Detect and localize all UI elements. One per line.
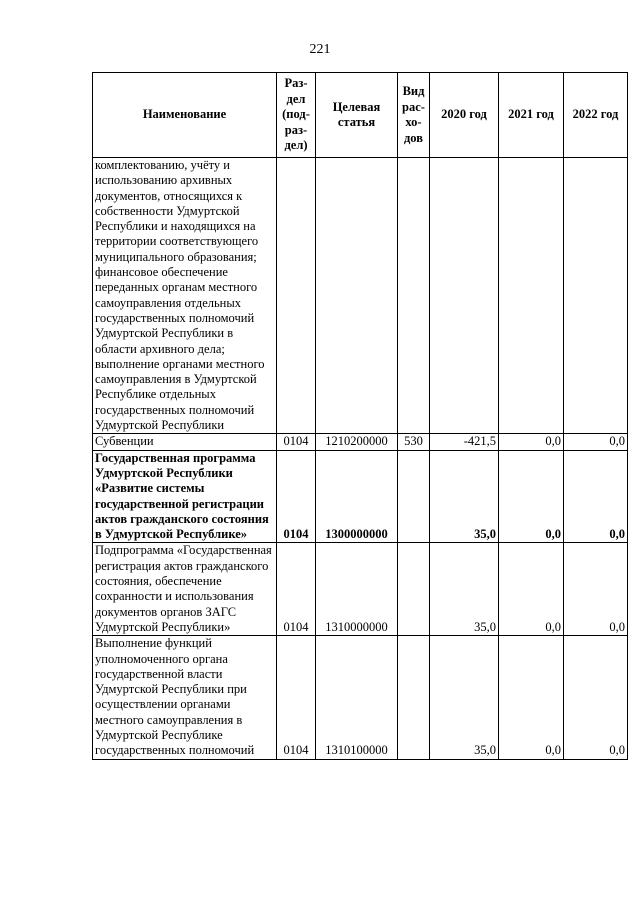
row-name: Субвенции <box>93 434 277 450</box>
row-vid <box>398 450 430 543</box>
row-target: 1210200000 <box>316 434 398 450</box>
row-2022: 0,0 <box>564 636 628 759</box>
row-vid <box>398 158 430 434</box>
row-name: Государственная программа Удмуртской Республики «Развитие системы государственной регистрации актов гражданского состояния в Удмуртской Республике» <box>93 450 277 543</box>
row-razdel <box>277 158 316 434</box>
row-2020: 35,0 <box>430 636 499 759</box>
table-row <box>93 434 628 450</box>
table-header-row <box>93 73 628 158</box>
header-target: Целевая статья <box>316 73 398 158</box>
header-name: Наименование <box>93 73 277 158</box>
row-2022: 0,0 <box>564 434 628 450</box>
row-2020: -421,5 <box>430 434 499 450</box>
row-razdel: 0104 <box>277 434 316 450</box>
row-2022 <box>564 158 628 434</box>
row-target <box>316 158 398 434</box>
row-razdel: 0104 <box>277 543 316 636</box>
header-2020: 2020 год <box>430 73 499 158</box>
row-2021: 0,0 <box>499 543 564 636</box>
row-2021: 0,0 <box>499 636 564 759</box>
row-vid <box>398 636 430 759</box>
row-2022: 0,0 <box>564 450 628 543</box>
header-2021: 2021 год <box>499 73 564 158</box>
row-2022: 0,0 <box>564 543 628 636</box>
row-target: 1300000000 <box>316 450 398 543</box>
budget-table <box>92 72 628 760</box>
row-2021: 0,0 <box>499 450 564 543</box>
header-2022: 2022 год <box>564 73 628 158</box>
table-row <box>93 636 628 759</box>
row-target: 1310100000 <box>316 636 398 759</box>
row-2021 <box>499 158 564 434</box>
row-razdel: 0104 <box>277 450 316 543</box>
row-2020: 35,0 <box>430 543 499 636</box>
table-row <box>93 450 628 543</box>
row-razdel: 0104 <box>277 636 316 759</box>
row-name: Выполнение функций уполномоченного органа государственной власти Удмуртской Республики при осуществлении органами местного самоуправления в Удмуртской Республике государственных полномочий <box>93 636 277 759</box>
header-vid: Вид рас-хо-дов <box>398 73 430 158</box>
row-2020 <box>430 158 499 434</box>
row-name: комплектованию, учёту и использованию архивных документов, относящихся к собственности Удмуртской Республики и находящихся на территории соответствующего муниципального образования; финансовое обеспечение переданных органам местного самоуправления отдельных государственных полномочий Удмуртской Республики в области архивного дела; выполнение органами местного самоуправления в Удмуртской Республике отдельных государственных полномочий Удмуртской Республики <box>93 158 277 434</box>
row-2020: 35,0 <box>430 450 499 543</box>
table-row <box>93 543 628 636</box>
header-razdel: Раз-дел (под-раз-дел) <box>277 73 316 158</box>
row-name: Подпрограмма «Государственная регистрация актов гражданского состояния, обеспечение сохранности и использования документов органов ЗАГС Удмуртской Республики» <box>93 543 277 636</box>
row-vid <box>398 543 430 636</box>
page-number: 221 <box>309 42 331 57</box>
row-2021: 0,0 <box>499 434 564 450</box>
row-vid: 530 <box>398 434 430 450</box>
row-target: 1310000000 <box>316 543 398 636</box>
table-row <box>93 158 628 434</box>
